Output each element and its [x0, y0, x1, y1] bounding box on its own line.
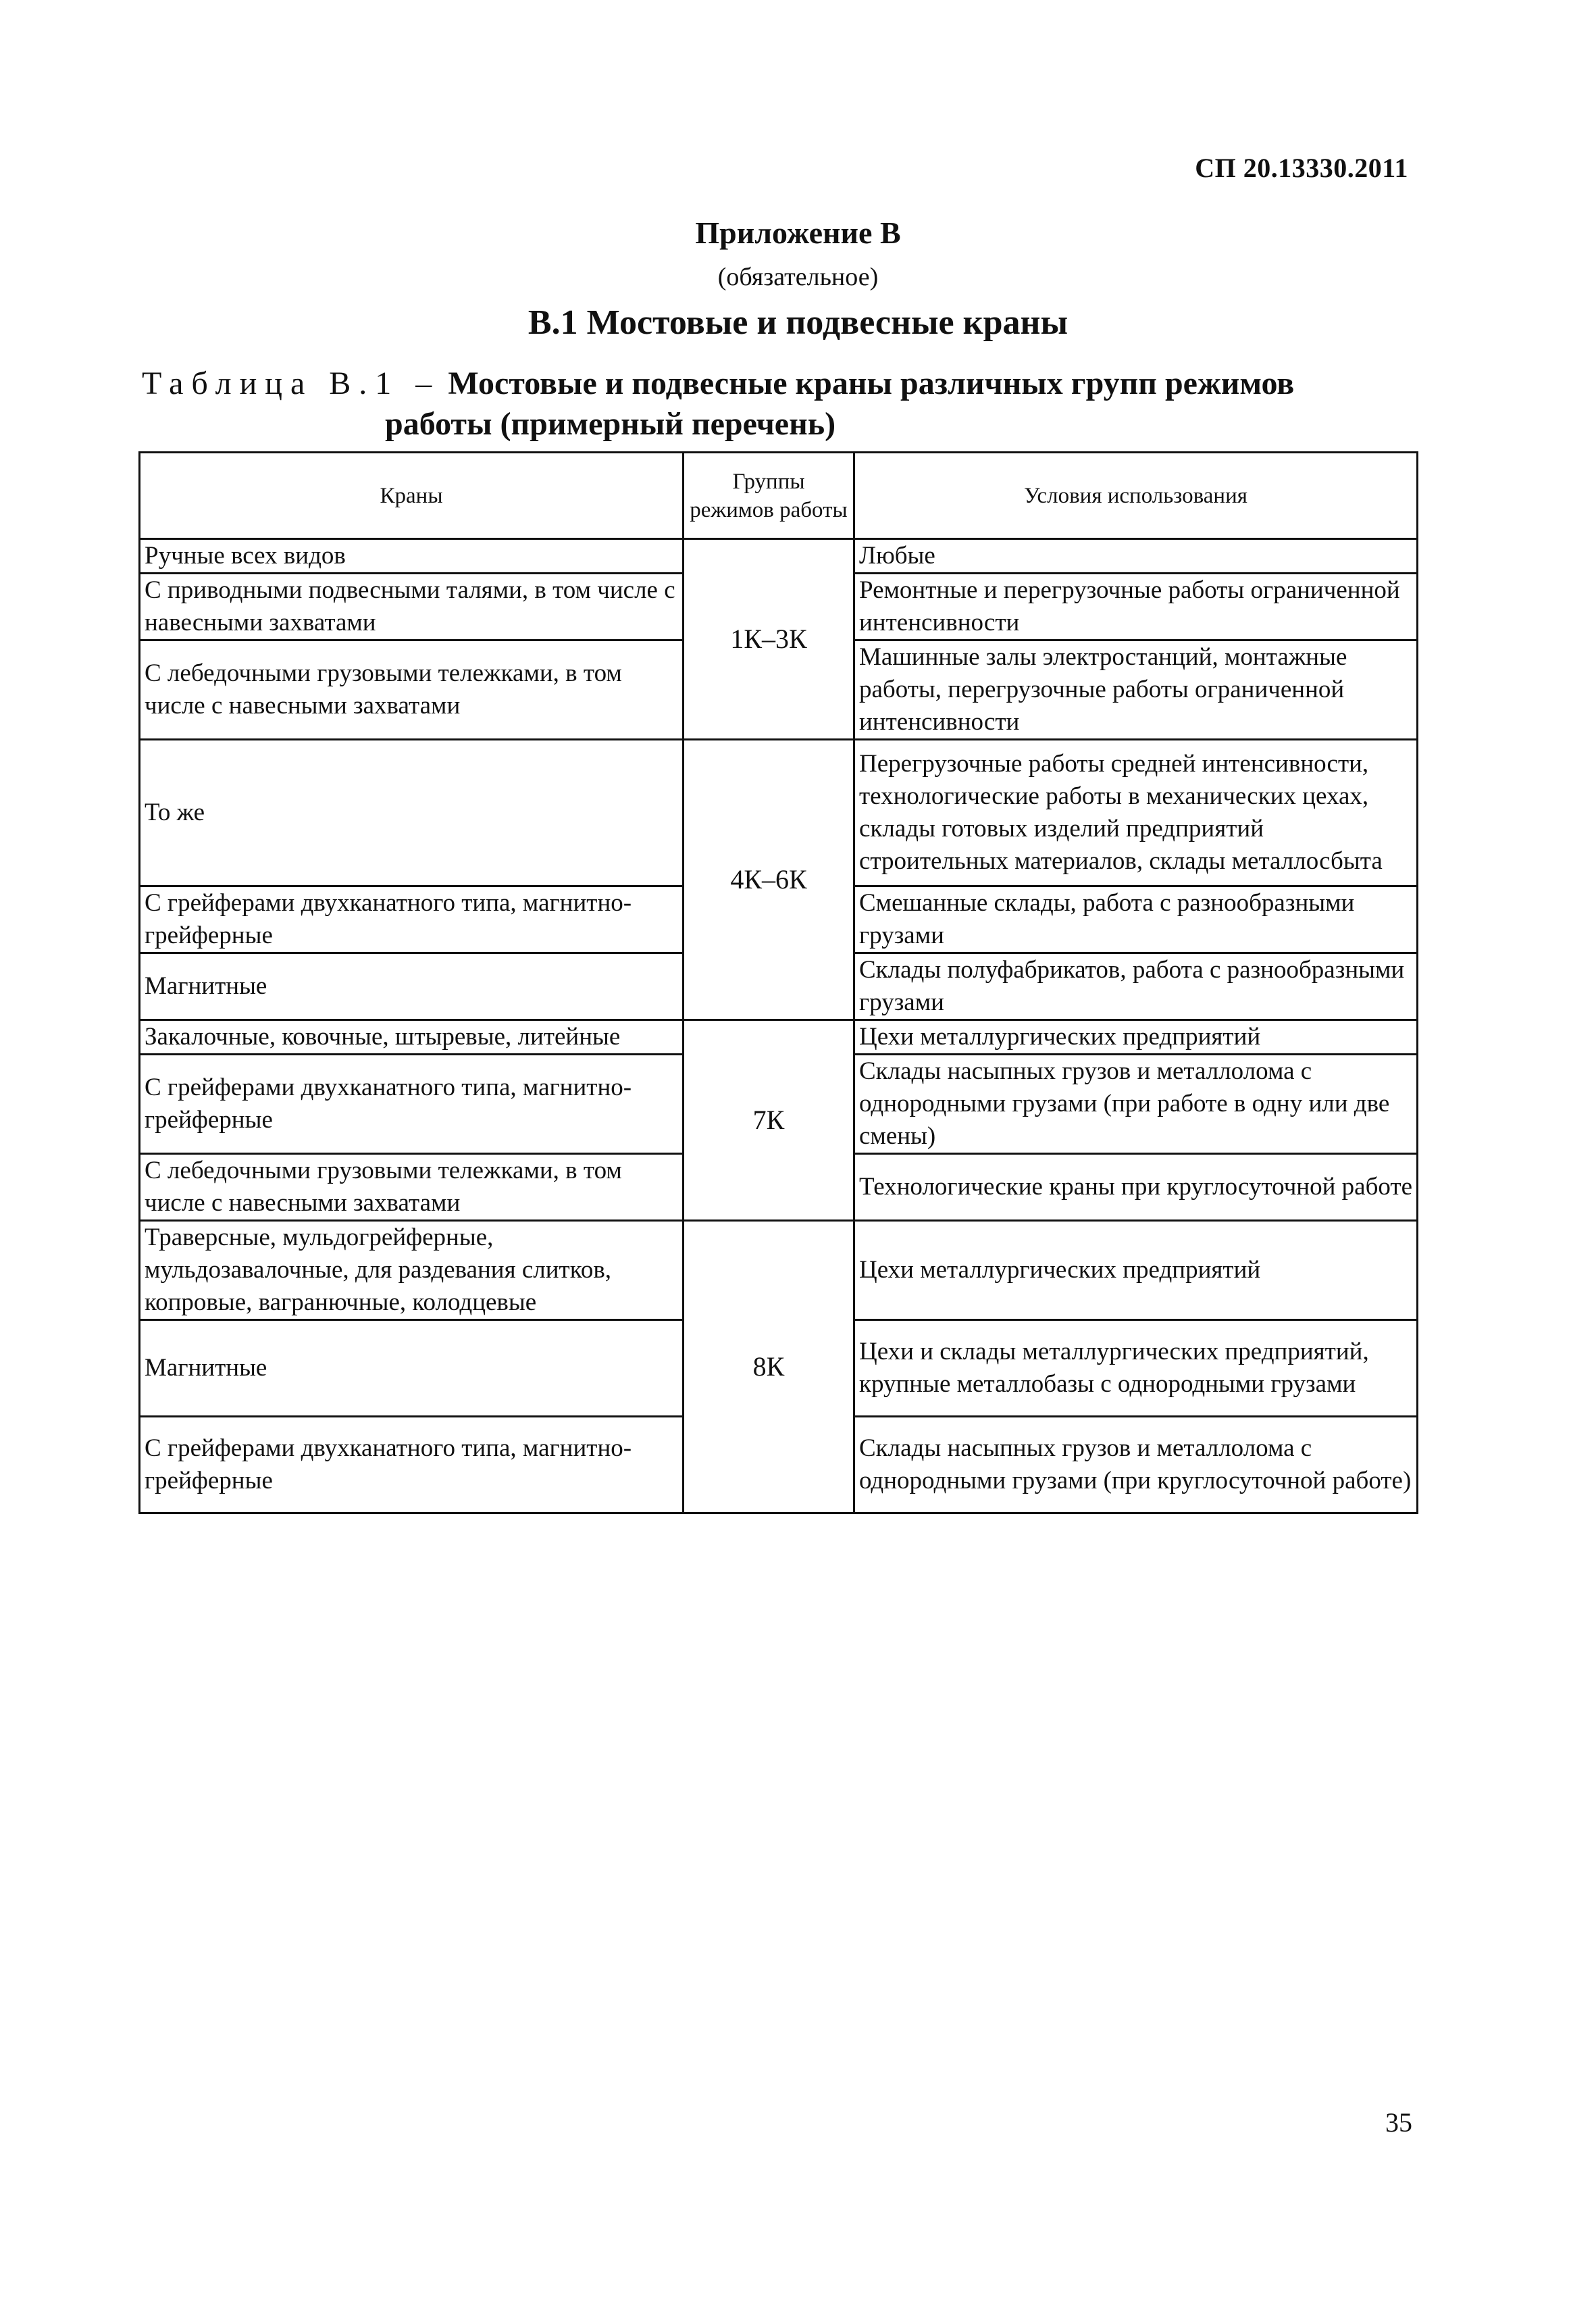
table-caption	[142, 363, 1358, 445]
crane-cell: Траверсные, мульдогрейферные, мульдозавалочные, для раздевания слитков, копровые, вагранючные, колодцевые	[140, 1221, 684, 1320]
crane-cell: Ручные всех видов	[140, 539, 684, 574]
condition-cell: Склады насыпных грузов и металлолома с однородными грузами (при круглосуточной работе)	[854, 1417, 1418, 1513]
condition-cell: Цехи и склады металлургических предприятий, крупные металлобазы с однородными грузами	[854, 1320, 1418, 1417]
header-groups: Группы режимов работы	[684, 453, 854, 539]
header-cranes: Краны	[140, 453, 684, 539]
crane-cell: То же	[140, 740, 684, 886]
condition-cell: Машинные залы электростанций, монтажные работы, перегрузочные работы ограниченной интенсивности	[854, 640, 1418, 740]
header-conditions: Условия использования	[854, 453, 1418, 539]
crane-cell: С лебедочными грузовыми тележками, в том числе с навесными захватами	[140, 1154, 684, 1221]
group-cell: 1К–3К	[684, 539, 854, 740]
table-caption-prefix: Таблица В.1 –	[142, 366, 440, 401]
crane-cell: Магнитные	[140, 1320, 684, 1417]
condition-cell: Склады насыпных грузов и металлолома с однородными грузами (при работе в одну или две смены)	[854, 1055, 1418, 1154]
table-header-row	[140, 453, 1418, 539]
table-row	[140, 1020, 1418, 1055]
appendix-title: Приложение В	[695, 216, 901, 250]
table-row	[140, 539, 1418, 574]
crane-cell: Магнитные	[140, 953, 684, 1020]
table-caption-title: Мостовые и подвесные краны различных групп режимов	[448, 366, 1295, 401]
appendix-status: (обязательное)	[717, 263, 879, 291]
condition-cell: Технологические краны при круглосуточной работе	[854, 1154, 1418, 1221]
condition-cell: Смешанные склады, работа с разнообразными грузами	[854, 886, 1418, 953]
table-row	[140, 1221, 1418, 1320]
crane-cell: С грейферами двухканатного типа, магнитно-грейферные	[140, 886, 684, 953]
group-cell: 7К	[684, 1020, 854, 1221]
crane-cell: С грейферами двухканатного типа, магнитно-грейферные	[140, 1417, 684, 1513]
page-number: 35	[1385, 2107, 1412, 2138]
condition-cell: Любые	[854, 539, 1418, 574]
crane-cell: С лебедочными грузовыми тележками, в том числе с навесными захватами	[140, 640, 684, 740]
crane-cell: Закалочные, ковочные, штыревые, литейные	[140, 1020, 684, 1055]
section-title: В.1 Мостовые и подвесные краны	[527, 303, 1069, 342]
table-caption-line-1	[142, 363, 1358, 404]
group-cell: 4К–6К	[684, 740, 854, 1020]
cranes-table	[138, 451, 1418, 1514]
condition-cell: Ремонтные и перегрузочные работы ограниченной интенсивности	[854, 574, 1418, 640]
document-code: СП 20.13330.2011	[1195, 153, 1408, 183]
table-caption-line-2: работы (примерный перечень)	[385, 406, 836, 442]
crane-cell: С грейферами двухканатного типа, магнитно-грейферные	[140, 1055, 684, 1154]
condition-cell: Цехи металлургических предприятий	[854, 1221, 1418, 1320]
crane-cell: С приводными подвесными талями, в том числе с навесными захватами	[140, 574, 684, 640]
condition-cell: Цехи металлургических предприятий	[854, 1020, 1418, 1055]
table-row	[140, 740, 1418, 886]
condition-cell: Склады полуфабрикатов, работа с разнообразными грузами	[854, 953, 1418, 1020]
condition-cell: Перегрузочные работы средней интенсивности, технологические работы в механических цехах, склады готовых изделий предприятий строительных материалов, склады металлосбыта	[854, 740, 1418, 886]
group-cell: 8К	[684, 1221, 854, 1513]
